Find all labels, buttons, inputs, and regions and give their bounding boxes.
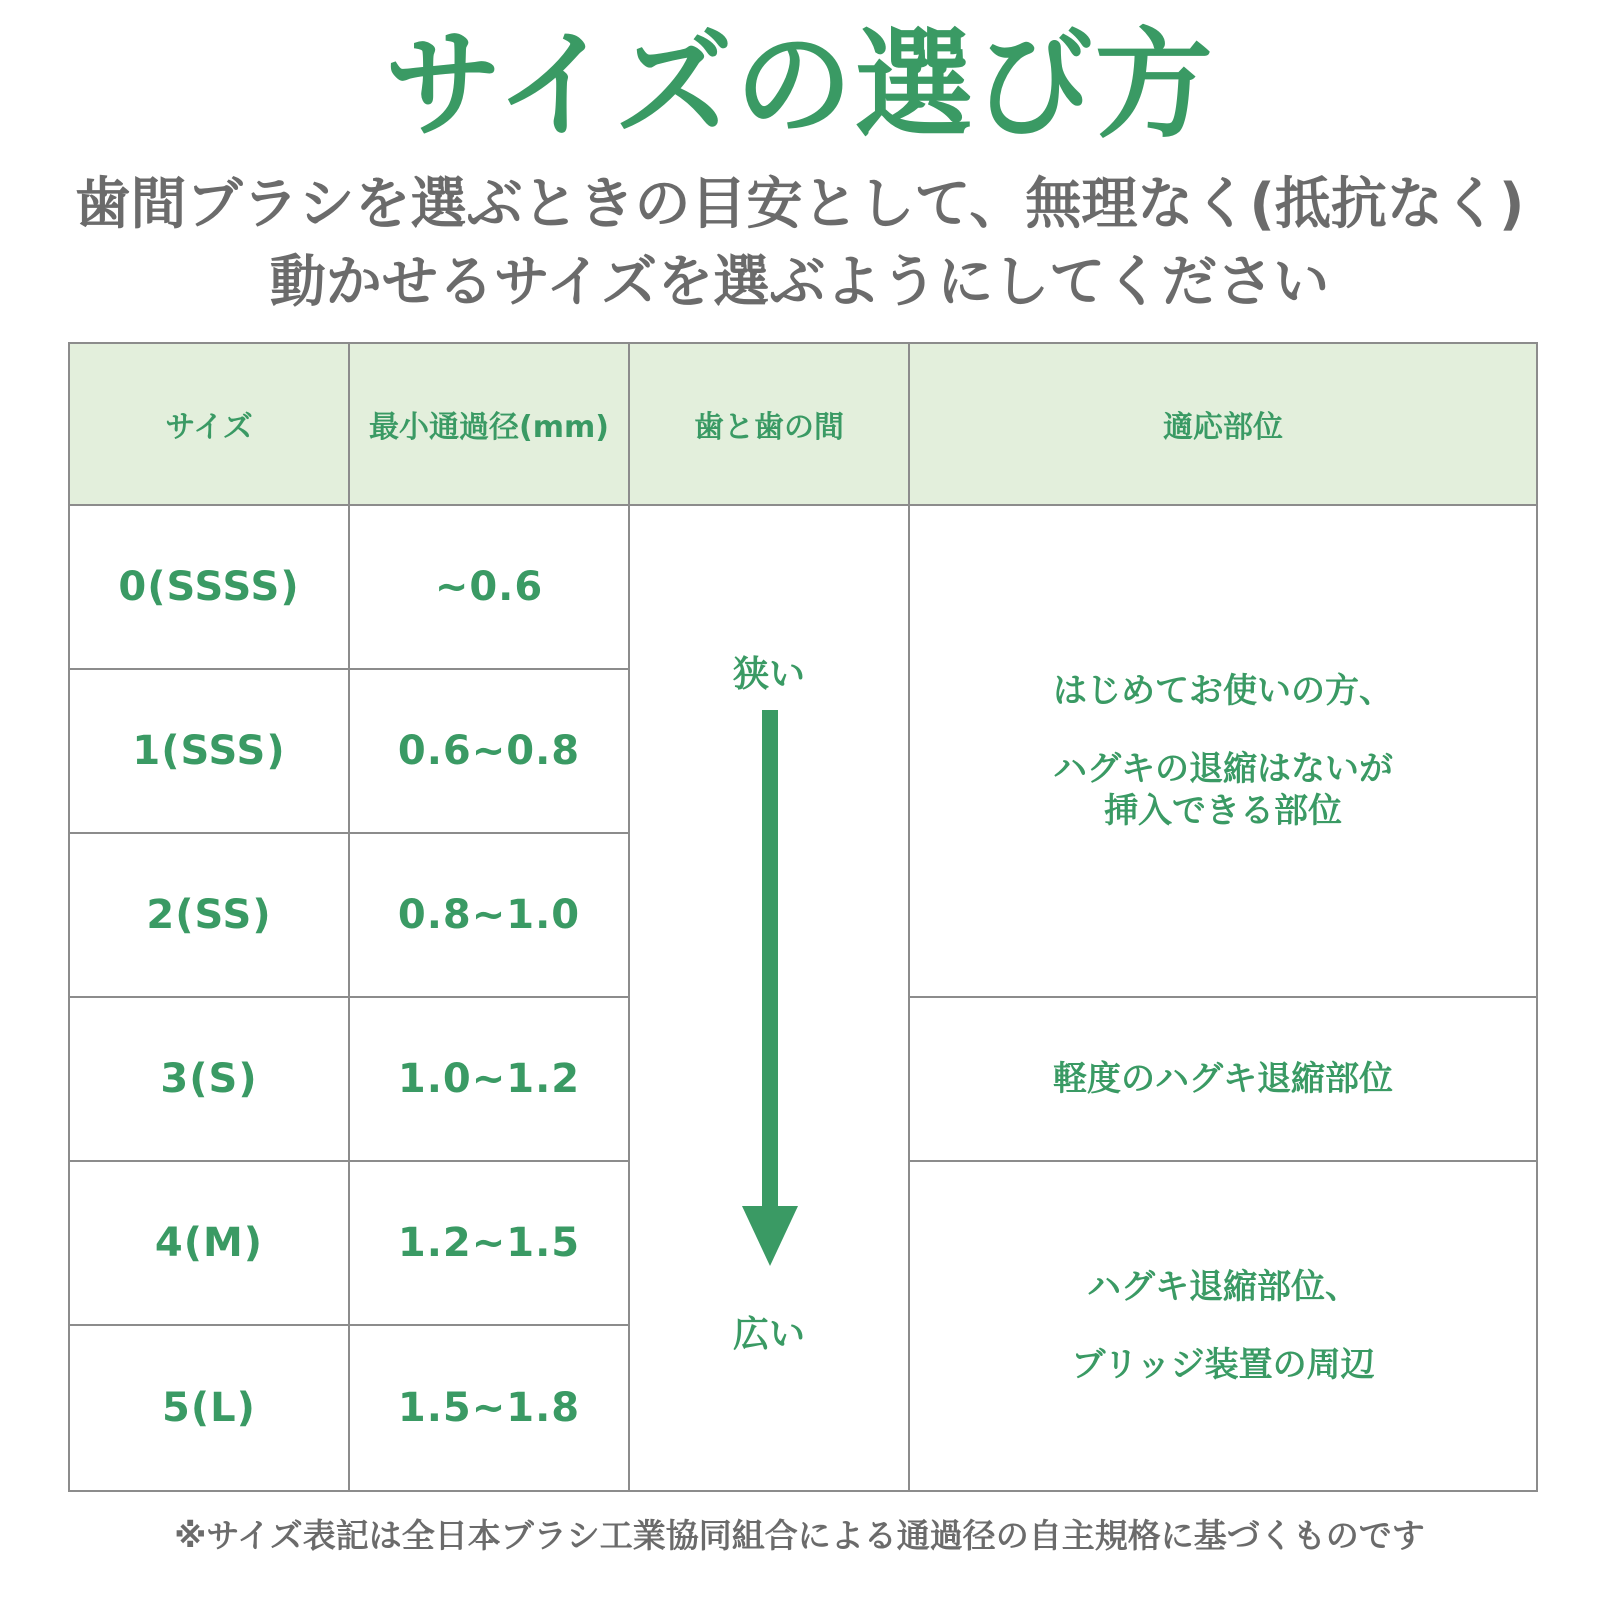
gap-wide-label: 広い [732,1314,805,1355]
size-cell: 1(SSS) [70,670,350,834]
size-cell: 2(SS) [70,834,350,998]
gap-narrow-label: 狭い [732,654,805,695]
page-title: サイズの選び方 [384,16,1215,154]
site-cell-mild [910,998,1536,1162]
header-applicable-site: 適応部位 [910,344,1536,506]
site-text: ハグキ退縮部位、 [1087,1267,1359,1307]
footnote: ※サイズ表記は全日本ブラシ工業協同組合による通過径の自主規格に基づくものです [174,1516,1425,1555]
size-cell: 0(SSSS) [70,506,350,670]
diameter-cell: ~0.6 [350,506,630,670]
size-cell: 4(M) [70,1162,350,1326]
diameter-cell: 0.8~1.0 [350,834,630,998]
site-text: はじめてお使いの方、 [1053,671,1393,711]
tooth-gap-cell [630,506,910,1490]
size-cell: 3(S) [70,998,350,1162]
header-min-diameter: 最小通過径(mm) [350,344,630,506]
header-size: サイズ [70,344,350,506]
site-text: ハグキの退縮はないが [1053,749,1393,789]
size-cell: 5(L) [70,1326,350,1490]
diameter-cell: 1.2~1.5 [350,1162,630,1326]
site-text: ブリッジ装置の周辺 [1071,1345,1375,1385]
diameter-cell: 0.6~0.8 [350,670,630,834]
diameter-cell: 1.5~1.8 [350,1326,630,1490]
site-text: 軽度のハグキ退縮部位 [1053,1059,1393,1099]
size-table [68,342,1538,1492]
site-cell-beginner [910,506,1536,998]
site-cell-recession [910,1162,1536,1490]
subtitle-line-2: 動かせるサイズを選ぶようにしてください [269,250,1330,315]
diameter-cell: 1.0~1.2 [350,998,630,1162]
subtitle-line-1: 歯間ブラシを選ぶときの目安として、無理なく(抵抗なく) [74,172,1525,237]
header-tooth-gap: 歯と歯の間 [630,344,910,506]
site-text: 挿入できる部位 [1104,791,1342,831]
arrow-down-icon [738,710,802,1270]
